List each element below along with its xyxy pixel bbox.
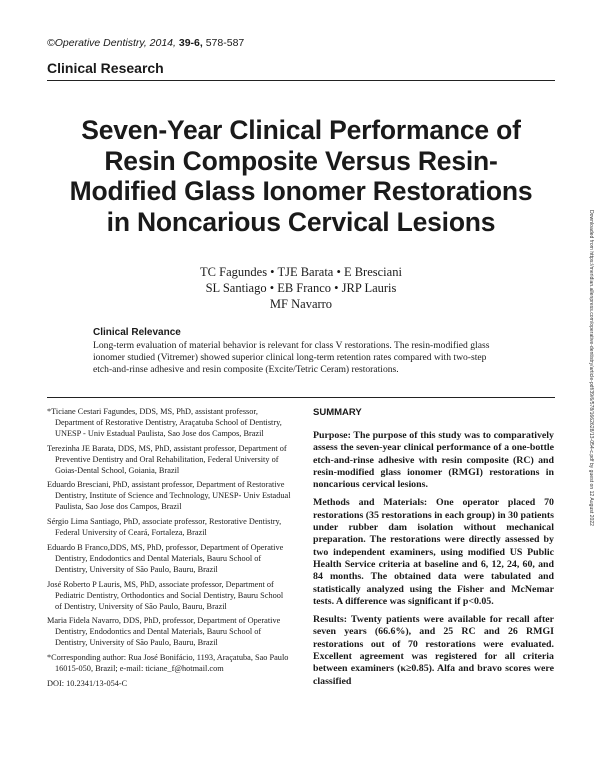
summary-methods: Methods and Materials: One operator placed 70 restorations (35 restorations in each group) in 30 patients under rubber dam isolation without mechanical preparation. The restorations were directly assessed by two independent examiners, using modified US Public Health Service criteria at baseline and 6, 12, 24, 60, and 84 months. The obtained data were tabulated and statistically analyzed using the Fisher and McNemar tests. A difference was significant if p<0.05. <box>313 497 554 607</box>
doi: DOI: 10.2341/13-054-C <box>47 678 128 688</box>
summary-heading: SUMMARY <box>313 407 362 418</box>
affiliation-item: *Ticiane Cestari Fagundes, DDS, MS, PhD, assistant professor, Department of Restorative Dentistry, Araçatuba School of Dentistry, UNESP - Univ Estadual Paulista, Sao Jose dos Campos, Brazil <box>47 407 282 438</box>
title-line: in Noncarious Cervical Lesions <box>106 206 496 237</box>
affiliation-item: José Roberto P Lauris, MS, PhD, associate professor, Department of Pediatric Dentistry, Orthodontics and Social Dentistry, Bauru School of Dentistry, University of São Paulo, Bauru, Brazil <box>47 579 284 611</box>
divider-rule <box>47 397 555 398</box>
title-line: Modified Glass Ionomer Restorations <box>69 176 533 206</box>
affiliations <box>47 407 292 690</box>
article-title <box>47 115 555 237</box>
section-label: Clinical Research <box>47 60 164 76</box>
author-list <box>47 264 555 312</box>
clinical-relevance-heading: Clinical Relevance <box>93 327 181 338</box>
download-watermark <box>588 210 598 570</box>
download-note: Downloaded from https://meridian.allenpress.com/operative-dentistry/article-pdf/39/6/578/1662628/13-054-c.pdf by guest on 12 August 2022 <box>588 210 594 527</box>
author-line: MF Navarro <box>269 297 333 311</box>
affiliation-item: Eduardo Bresciani, PhD, assistant professor, Department of Restorative Dentistry, Institute of Science and Technology, UNESP- Univ Estadual Paulista, Sao Jose dos Campos, Brazil <box>47 480 291 512</box>
clinical-relevance-text: Long-term evaluation of material behavior is relevant for class V restorations. The resin-modified glass ionomer studied (Vitremer) showed superior clinical long-term retention rates compared with two-step etch-and-rinse adhesive and resin composite (Excite/Tetric Ceram) restorations. <box>93 340 490 376</box>
summary-purpose: Purpose: The purpose of this study was to comparatively assess the seven-year clinical performance of a one-bottle etch-and-rinse adhesive with resin composite (RC) and resin-modified glass ionomer (RMGI) restorations in noncarious cervical lesions. <box>313 430 554 491</box>
summary-results: Results: Twenty patients were available for recall after seven years (66.6%), and 25 RC and 26 RMGI restorations out of 70 restorations were evaluated. Excellent agreement was registered for all criteria between examiners (κ≥0.85). Alfa and bravo scores were classified <box>313 614 554 687</box>
affiliation-item: Maria Fidela Navarro, DDS, PhD, professor, Department of Operative Dentistry, Endodontics and Dental Materials, Bauru School of Dentistry, University of São Paulo, Bauru, Brazil <box>47 616 281 648</box>
corresponding-author: *Corresponding author: Rua José Bonifácio, 1193, Araçatuba, Sao Paulo 16015-050, Brazil; e-mail: ticiane_f@hotmail.com <box>47 653 289 674</box>
journal-citation <box>47 37 244 49</box>
affiliation-item: Sérgio Lima Santiago, PhD, associate professor, Restorative Dentistry, Federal University of Ceará, Fortaleza, Brazil <box>47 517 282 538</box>
affiliation-item: Eduardo B Franco,DDS, MS, PhD, professor, Department of Operative Dentistry, Endodontics and Dental Materials, Bauru School of Dentistry, University of São Paulo, Bauru, Brazil <box>47 542 284 574</box>
affiliation-item: Terezinha JE Barata, DDS, MS, PhD, assistant professor, Department of Preventive Dentistry and Oral Rehabilitation, Federal University of Goias-Dental School, Goiania, Brazil <box>47 443 287 475</box>
page-range: 578-587 <box>205 37 245 49</box>
journal-name: ©Operative Dentistry, 2014, <box>47 37 176 49</box>
section-rule <box>47 80 555 81</box>
author-line: SL Santiago • EB Franco • JRP Lauris <box>205 281 397 295</box>
title-line: Seven-Year Clinical Performance of <box>81 115 521 145</box>
author-line: TC Fagundes • TJE Barata • E Bresciani <box>200 265 402 279</box>
volume-issue: 39-6, <box>178 37 203 49</box>
title-line: Resin Composite Versus Resin- <box>104 145 498 176</box>
summary-body <box>313 430 554 694</box>
